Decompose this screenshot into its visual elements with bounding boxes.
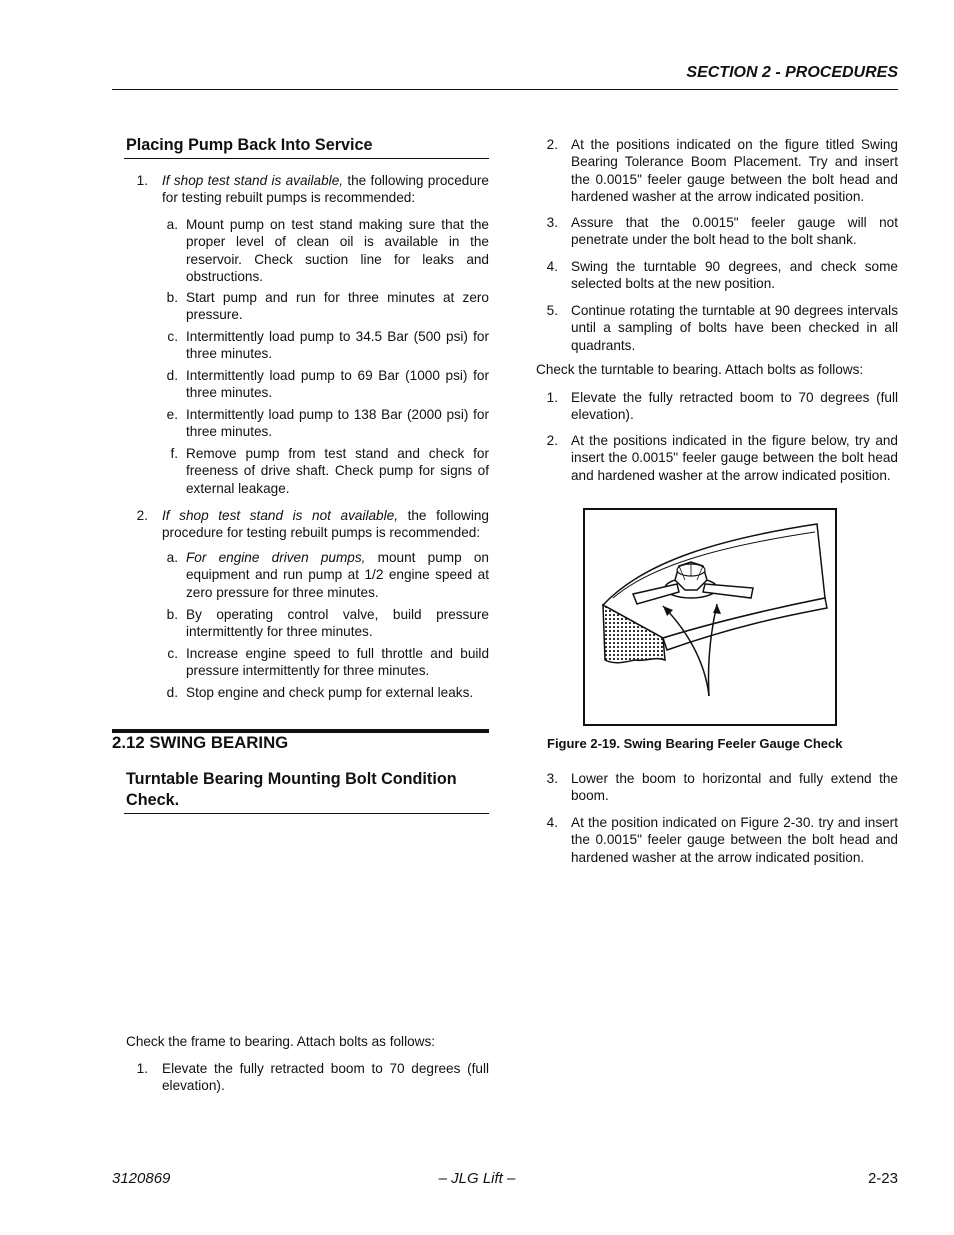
item-label: c. [167,329,178,344]
item-text: the following procedure for testing rebuilt pumps is recommended: [162,508,489,541]
item-label: b. [166,607,178,622]
list-item [571,258,898,293]
item-label: a. [166,550,178,565]
list-item-shop-available [162,172,489,207]
item-text: mount pump on equipment and run pump at 1/2 engine speed at zero pressure for three minutes. [186,550,489,600]
item-text: Elevate the fully retracted boom to 70 degrees (full elevation). [571,390,898,423]
item-label: d. [166,368,178,383]
item-label: 3. [546,771,558,786]
italic-lead: If shop test stand is not available, [162,508,398,523]
list-item [186,549,489,601]
list-item [571,214,898,249]
item-text: At the position indicated on Figure 2-30. try and insert the 0.0015" feeler gauge between the bolt head and hardened washer at the arrow indicated position. [571,815,898,865]
list-item [186,645,489,680]
item-text: By operating control valve, build pressure intermittently for three minutes. [186,607,489,640]
heading-rule [124,158,489,159]
list-item [186,445,489,497]
section-header: SECTION 2 - PROCEDURES [686,64,898,81]
item-label: a. [166,217,178,232]
list-item [186,216,489,285]
section-title: 2.12 SWING BEARING [112,733,289,752]
item-text: Elevate the fully retracted boom to 70 degrees (full elevation). [162,1061,489,1094]
item-text: Swing the turntable 90 degrees, and check some selected bolts at the new position. [571,259,898,292]
item-label: f. [170,446,178,461]
item-text: the following procedure for testing rebuilt pumps is recommended: [162,173,489,206]
heading-pump-service: Placing Pump Back Into Service [126,136,373,154]
list-item [186,328,489,363]
italic-lead: If shop test stand is available, [162,173,344,188]
item-label: d. [166,685,178,700]
item-number: 1. [136,173,148,188]
item-text: Intermittently load pump to 69 Bar (1000 psi) for three minutes. [186,368,489,401]
figure-caption: Figure 2-19. Swing Bearing Feeler Gauge Check [547,736,843,751]
list-item [186,367,489,402]
item-label: 1. [546,390,558,405]
list-item [571,302,898,354]
item-text: Intermittently load pump to 34.5 Bar (500 psi) for three minutes. [186,329,489,362]
item-text: Start pump and run for three minutes at zero pressure. [186,290,489,323]
turntable-intro: Check the turntable to bearing. Attach bolts as follows: [536,362,864,377]
item-text: Stop engine and check pump for external leaks. [186,685,474,700]
item-text: Remove pump from test stand and check for freeness of drive shaft. Check pump for signs of external leakage. [186,446,489,496]
item-label: 5. [546,303,558,318]
item-text: Mount pump on test stand making sure that the proper level of clean oil is available in the reservoir. Check suction line for leaks and obstructions. [186,217,489,284]
italic-lead: For engine driven pumps, [186,550,366,565]
item-text: At the positions indicated in the figure below, try and insert the 0.0015" feeler gauge between the bolt head and hardened washer at the arrow indicated position. [571,433,898,483]
heading-rule [124,813,489,814]
item-text: At the positions indicated on the figure titled Swing Bearing Tolerance Boom Placement. Try and insert the 0.0015" feeler gauge between the bolt head and hardened washer at the arrow indicated position. [571,137,898,204]
item-number: 2. [136,508,148,523]
item-label: e. [166,407,178,422]
item-label: 1. [136,1061,148,1076]
item-label: 3. [546,215,558,230]
item-label: c. [167,646,178,661]
header-rule [112,89,898,90]
list-item [571,770,898,805]
item-text: Increase engine speed to full throttle and build pressure intermittently for three minutes. [186,646,489,679]
list-item [162,1060,489,1095]
bearing-illustration [585,510,835,724]
list-item [571,814,898,866]
list-item [571,432,898,484]
item-label: 2. [546,137,558,152]
heading-bolt-check: Turntable Bearing Mounting Bolt Condition Check. [126,770,457,809]
item-label: 2. [546,433,558,448]
item-text: Continue rotating the turntable at 90 degrees intervals until a sampling of bolts have been checked in all quadrants. [571,303,898,353]
item-label: 4. [546,815,558,830]
list-item [186,289,489,324]
list-item [186,606,489,641]
item-text: Lower the boom to horizontal and fully extend the boom. [571,771,898,804]
list-item [186,684,489,701]
figure-feeler-gauge [583,508,837,726]
item-text: Assure that the 0.0015" feeler gauge will not penetrate under the bolt head to the bolt shank. [571,215,898,248]
brand-footer: – JLG Lift – [438,1170,516,1187]
item-label: b. [166,290,178,305]
list-item [571,389,898,424]
item-text: Intermittently load pump to 138 Bar (2000 psi) for three minutes. [186,407,489,440]
doc-number: 3120869 [112,1170,171,1187]
page-number: 2-23 [867,1170,898,1187]
list-item-shop-unavailable [162,507,489,542]
list-item [186,406,489,441]
item-label: 4. [546,259,558,274]
frame-intro: Check the frame to bearing. Attach bolts as follows: [126,1034,436,1049]
list-item [571,136,898,205]
